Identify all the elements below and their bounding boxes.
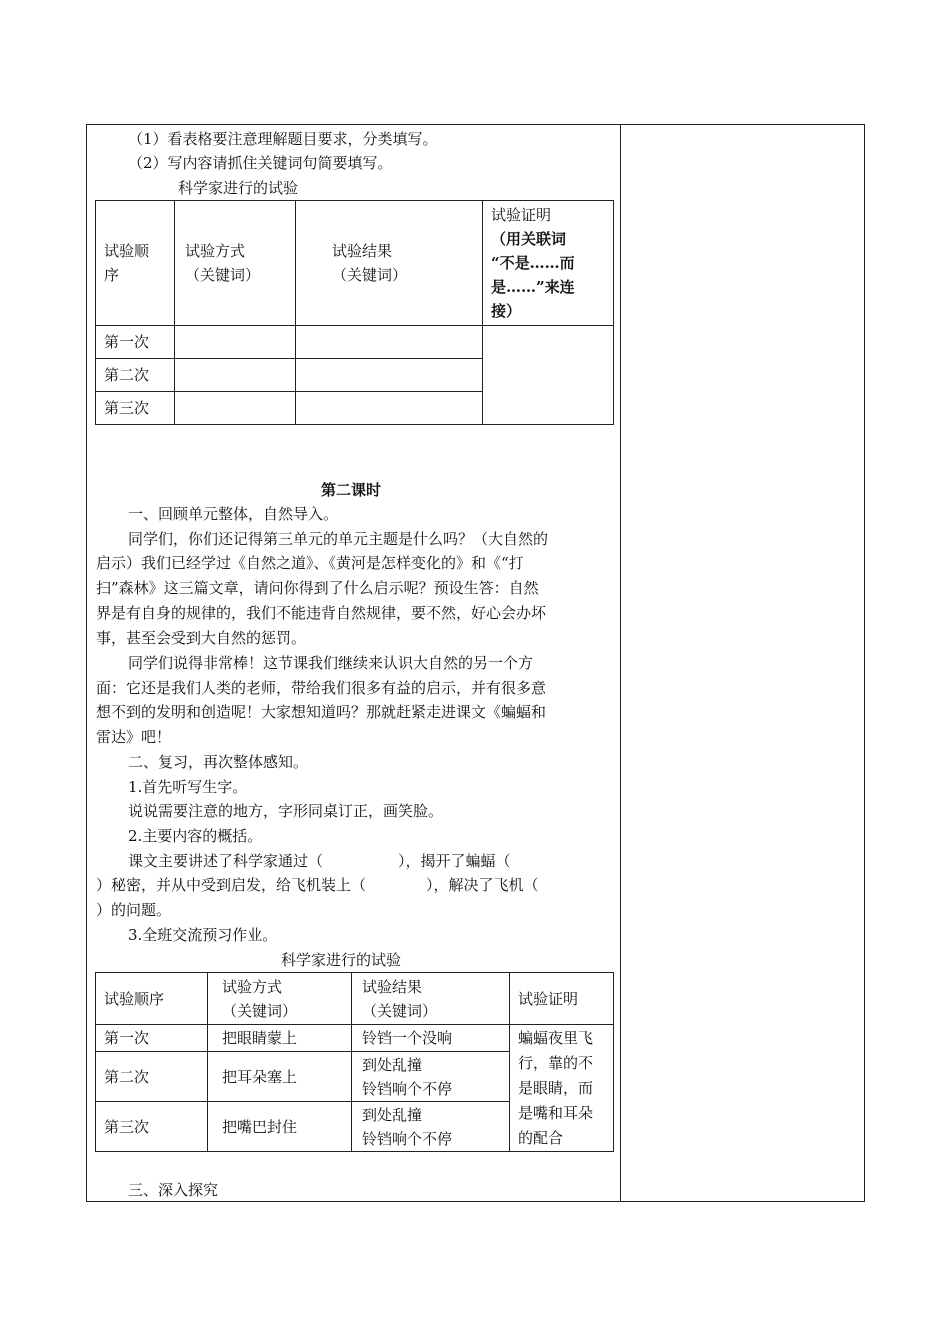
fill-blank-line: 课文主要讲述了科学家通过（ ），揭开了蝙蝠（ <box>128 852 511 870</box>
header-order: 试验顺 序 <box>96 201 175 326</box>
paragraph-2-line: 同学们说得非常棒！这节课我们继续来认识大自然的另一个方 <box>128 654 534 672</box>
paragraph-1-line: 事，甚至会受到大自然的惩罚。 <box>96 629 307 647</box>
paragraph-1-line: 启示）我们已经学过《自然之道》、《黄河是怎样变化的》和《“打 <box>96 554 524 572</box>
table-row <box>96 1025 614 1052</box>
section-2-heading: 二、复习，再次整体感知。 <box>128 753 309 771</box>
row-label: 第一次 <box>96 1025 208 1052</box>
row-label: 第二次 <box>96 1052 208 1102</box>
paragraph-2-line: 雷达》吧！ <box>96 728 172 746</box>
result-blank-cell[interactable] <box>296 392 483 425</box>
experiment-table-blank <box>95 200 614 425</box>
paragraph-2-line: 面：它还是我们人类的老师，带给我们很多有益的启示，并有很多意 <box>96 679 547 697</box>
header-result: 试验结果 （关键词） <box>352 973 510 1025</box>
row-label: 第三次 <box>96 392 175 425</box>
header-proof: 试验证明 （用关联词 “不是……而 是……”来连 接） <box>483 201 614 326</box>
method-cell: 把耳朵塞上 <box>208 1052 352 1102</box>
result-blank-cell[interactable] <box>296 326 483 359</box>
header-proof: 试验证明 <box>510 973 614 1025</box>
header-result: 试验结果 （关键词） <box>296 201 483 326</box>
item-1: 1.首先听写生字。 <box>128 778 248 796</box>
section-3-heading: 三、深入探究 <box>128 1181 219 1199</box>
item-2: 2.主要内容的概括。 <box>128 827 263 845</box>
result-blank-cell[interactable] <box>296 359 483 392</box>
item-3: 3.全班交流预习作业。 <box>128 926 278 944</box>
proof-blank-cell[interactable] <box>483 326 614 425</box>
result-cell: 到处乱撞 铃铛响个不停 <box>352 1052 510 1102</box>
table-row <box>96 326 614 359</box>
result-cell: 铃铛一个没响 <box>352 1025 510 1052</box>
paragraph-1-line: 界是有自身的规律的，我们不能违背自然规律，要不然，好心会办坏 <box>96 604 547 622</box>
proof-cell: 蝙蝠夜里飞 行，靠的不 是眼睛，而 是嘴和耳朵 的配合 <box>510 1025 614 1152</box>
item-1-detail: 说说需要注意的地方，字形同桌订正，画笑脸。 <box>128 802 444 820</box>
lesson-title: 第二课时 <box>321 481 382 499</box>
header-order: 试验顺序 <box>96 973 208 1025</box>
row-label: 第一次 <box>96 326 175 359</box>
paragraph-2-line: 想不到的发明和创造呢！大家想知道吗？那就赶紧走进课文《蝙蝠和 <box>96 703 547 721</box>
table-2-caption: 科学家进行的试验 <box>281 951 402 969</box>
result-cell: 到处乱撞 铃铛响个不停 <box>352 1102 510 1152</box>
fill-blank-line: ）的问题。 <box>96 901 172 919</box>
method-cell: 把嘴巴封住 <box>208 1102 352 1152</box>
fill-blank-line: ）秘密，并从中受到启发，给飞机装上（ ），解决了飞机（ <box>96 876 539 894</box>
paragraph-1-line: 扫”森林》这三篇文章，请问你得到了什么启示呢？预设生答：自然 <box>96 579 539 597</box>
column-divider <box>620 124 621 1202</box>
note-2: （2）写内容请抓住关键词句简要填写。 <box>128 154 393 172</box>
header-method: 试验方式 （关键词） <box>175 201 296 326</box>
table-1-caption: 科学家进行的试验 <box>178 179 299 197</box>
table-header-row <box>96 973 614 1025</box>
experiment-table-answers <box>95 972 614 1152</box>
note-1: （1）看表格要注意理解题目要求，分类填写。 <box>128 130 438 148</box>
paragraph-1-line: 同学们，你们还记得第三单元的单元主题是什么吗？（大自然的 <box>128 530 549 548</box>
header-method: 试验方式 （关键词） <box>208 973 352 1025</box>
method-blank-cell[interactable] <box>175 392 296 425</box>
method-blank-cell[interactable] <box>175 359 296 392</box>
table-header-row <box>96 201 614 326</box>
row-label: 第二次 <box>96 359 175 392</box>
row-label: 第三次 <box>96 1102 208 1152</box>
method-cell: 把眼睛蒙上 <box>208 1025 352 1052</box>
section-1-heading: 一、回顾单元整体，自然导入。 <box>128 505 339 523</box>
method-blank-cell[interactable] <box>175 326 296 359</box>
